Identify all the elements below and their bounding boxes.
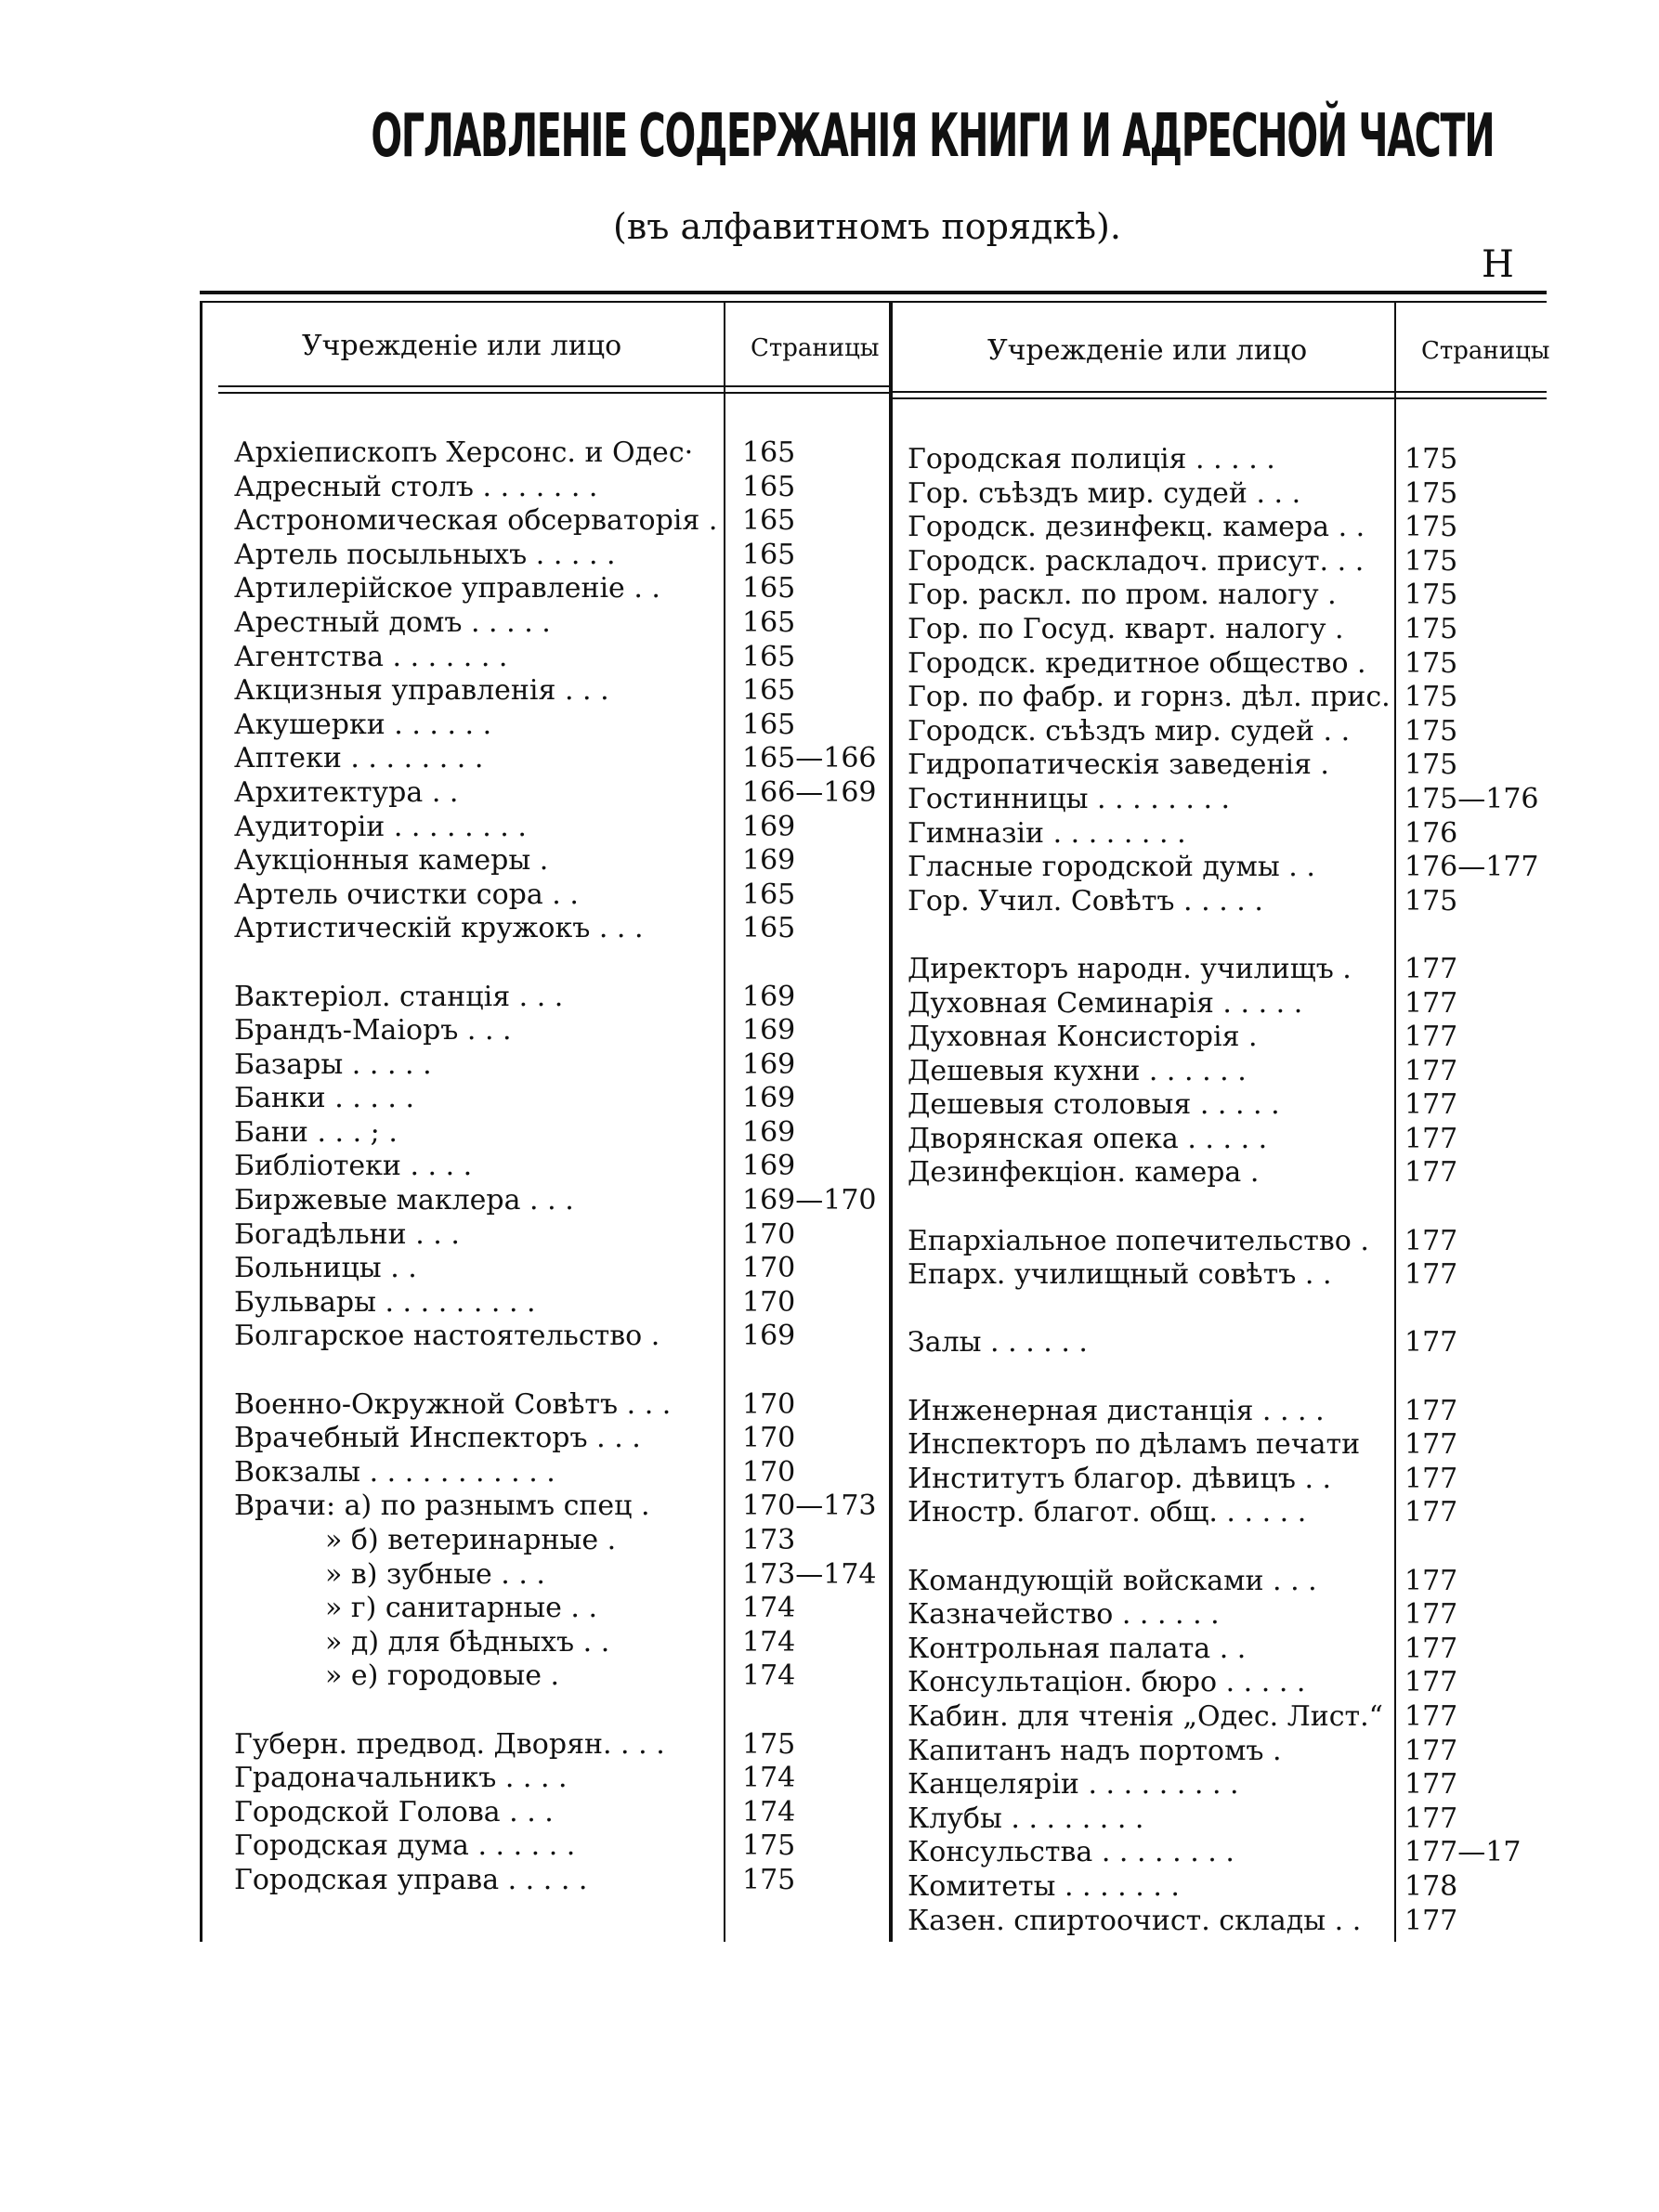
entry-pages: 177	[1404, 1699, 1458, 1733]
entry-pages: 175	[1404, 714, 1458, 748]
entry-pages: 165	[742, 538, 796, 571]
list-item	[908, 1565, 1548, 1599]
list-item	[234, 539, 884, 573]
entry-pages: 165	[742, 436, 796, 469]
list-item	[234, 1659, 884, 1694]
entry-name: Адресный столъ . . . . . . .	[234, 470, 598, 503]
entry-name: Гостинницы . . . . . . . .	[908, 782, 1231, 815]
list-item	[908, 545, 1548, 579]
list-item	[234, 1490, 884, 1524]
entry-name: Дешевыя кухни . . . . . .	[908, 1054, 1247, 1087]
entry-pages: 175	[1404, 579, 1458, 612]
entry-pages: 175	[742, 1829, 796, 1863]
entry-name: » д) для бѣдныхъ . .	[325, 1625, 610, 1659]
list-item	[908, 1598, 1548, 1633]
entry-pages: 175	[742, 1863, 796, 1896]
list-item	[234, 1082, 884, 1116]
list-item	[234, 981, 884, 1015]
entry-pages: 165	[742, 708, 796, 741]
entry-pages: 177	[1404, 1224, 1458, 1257]
entry-pages: 169	[742, 1115, 796, 1149]
entry-pages: 169	[742, 1082, 796, 1115]
entry-name: Биржевые маклера . . .	[234, 1184, 574, 1217]
entry-name: Комитеты . . . . . . .	[908, 1869, 1180, 1903]
entry-pages: 178	[1404, 1869, 1458, 1903]
entry-name: Городск. дезинфекц. камера . .	[908, 511, 1365, 544]
entry-pages: 177	[1404, 952, 1458, 985]
list-item	[908, 851, 1548, 885]
entry-name: Гласные городской думы . .	[908, 851, 1315, 884]
list-item	[234, 641, 884, 675]
entry-pages: 173	[742, 1524, 796, 1556]
entry-name: Консульства . . . . . . . .	[908, 1836, 1234, 1869]
entry-name: Инспекторъ по дѣламъ печати	[908, 1428, 1361, 1462]
list-item	[908, 1021, 1548, 1055]
list-spacer	[234, 946, 884, 981]
entry-name: Гор. Учил. Совѣтъ . . . . .	[908, 884, 1263, 917]
list-spacer	[908, 918, 1548, 953]
entry-name: Гимназіи . . . . . . . .	[908, 816, 1186, 850]
list-item	[908, 613, 1548, 647]
list-item	[908, 1802, 1548, 1837]
entry-name: Аудиторіи . . . . . . . .	[234, 810, 527, 843]
list-item	[234, 572, 884, 606]
list-item	[234, 674, 884, 709]
entry-name: Контрольная палата . .	[908, 1632, 1247, 1665]
list-item	[234, 709, 884, 743]
list-item	[234, 1626, 884, 1660]
entry-pages: 175	[1404, 612, 1458, 645]
center-divider	[889, 303, 893, 1942]
entry-pages: 165—166	[742, 742, 877, 775]
entry-pages: 177	[1404, 986, 1458, 1020]
right-pages-header: Страницы	[1421, 337, 1550, 365]
entry-pages: 175	[742, 1727, 796, 1761]
entry-name: Агентства . . . . . . .	[234, 640, 508, 673]
left-name-header: Учрежденіе или лицо	[302, 330, 622, 362]
entry-pages: 169	[742, 980, 796, 1013]
entry-name: Военно-Окружной Совѣтъ . . .	[234, 1387, 672, 1421]
list-item	[234, 606, 884, 641]
list-spacer	[908, 1191, 1548, 1225]
list-item	[234, 811, 884, 845]
entry-name: Дворянская опека . . . . .	[908, 1122, 1268, 1155]
list-item	[234, 878, 884, 913]
list-item	[908, 1156, 1548, 1191]
list-item	[908, 1395, 1548, 1429]
header-rule-right-1	[893, 391, 1547, 393]
list-item	[234, 1218, 884, 1253]
list-item	[908, 715, 1548, 749]
entry-pages: 165	[742, 640, 796, 673]
entry-name: Городск. кредитное общество .	[908, 646, 1366, 680]
list-item	[908, 443, 1548, 477]
list-spacer	[908, 1530, 1548, 1565]
entry-name: Больницы . .	[234, 1252, 417, 1285]
list-item	[234, 1864, 884, 1898]
entry-name: Духовная Консисторія .	[908, 1021, 1258, 1054]
list-item	[234, 1048, 884, 1083]
left-pages-header: Страницы	[751, 334, 880, 362]
list-item	[234, 436, 884, 471]
entry-pages: 169	[742, 1014, 796, 1047]
entry-name: Инженерная дистанція . . . .	[908, 1394, 1325, 1427]
entry-pages: 175	[1404, 443, 1458, 475]
entry-pages: 177	[1404, 1054, 1458, 1087]
entry-pages: 175	[1404, 511, 1458, 544]
entry-name: Директоръ народн. училищъ .	[908, 952, 1352, 985]
entry-name: Губерн. предвод. Дворян. . . .	[234, 1727, 665, 1761]
list-item	[234, 844, 884, 878]
entry-pages: 170—173	[742, 1490, 877, 1523]
entry-name: Базары . . . . .	[234, 1047, 432, 1081]
list-item	[234, 1116, 884, 1151]
list-item	[908, 1258, 1548, 1293]
entry-name: Командующій войсками . . .	[908, 1564, 1317, 1597]
entry-name: Брандъ-Маіоръ . . .	[234, 1014, 512, 1047]
entry-name: Арестный домъ . . . . .	[234, 605, 551, 639]
list-item	[234, 1829, 884, 1864]
list-item	[908, 1225, 1548, 1259]
list-item	[234, 912, 884, 946]
page-subtitle: (въ алфавитномъ порядкѣ).	[613, 206, 1121, 247]
entry-name: Институтъ благор. дѣвицъ . .	[908, 1462, 1332, 1495]
entry-pages: 165	[742, 674, 796, 708]
list-spacer	[908, 1293, 1548, 1327]
entry-pages: 177	[1404, 1258, 1458, 1292]
list-spacer	[234, 1694, 884, 1728]
list-item	[908, 817, 1548, 852]
list-item	[908, 1463, 1548, 1497]
table-left-border	[200, 303, 202, 1942]
entry-name: Гор. по Госуд. кварт. налогу .	[908, 612, 1344, 645]
list-item	[908, 987, 1548, 1021]
list-item	[908, 1768, 1548, 1802]
left-index-list	[234, 436, 884, 1898]
entry-pages: 175	[1404, 476, 1458, 510]
entry-name: Артилерійское управленіе . .	[234, 572, 660, 605]
entry-name: Вактеріол. станція . . .	[234, 980, 564, 1013]
entry-pages: 174	[742, 1762, 796, 1795]
list-item	[908, 477, 1548, 512]
entry-name: Дешевыя столовыя . . . . .	[908, 1088, 1280, 1122]
entry-name: Казен. спиртоочист. склады . .	[908, 1904, 1362, 1937]
entry-pages: 177	[1404, 1122, 1458, 1155]
section-letter: Н	[1482, 243, 1514, 286]
entry-name: Архитектура . .	[234, 775, 459, 809]
entry-pages: 177	[1404, 1156, 1458, 1190]
list-item	[234, 1252, 884, 1286]
entry-name: Городская дума . . . . . .	[234, 1829, 576, 1863]
entry-pages: 177	[1404, 1734, 1458, 1767]
entry-name: Городск. съѣздъ мир. судей . .	[908, 714, 1351, 748]
entry-name: Врачи: а) по разнымъ спец .	[234, 1490, 650, 1523]
entry-pages: 170	[742, 1217, 796, 1251]
entry-name: Банки . . . . .	[234, 1082, 415, 1115]
entry-pages: 174	[742, 1625, 796, 1659]
header-rule-left-1	[218, 385, 889, 387]
entry-pages: 177	[1404, 1564, 1458, 1597]
entry-name: Гор. по фабр. и горнз. дѣл. прис.	[908, 681, 1391, 714]
entry-name: Астрономическая обсерваторія .	[234, 504, 718, 538]
entry-name: Клубы . . . . . . . .	[908, 1802, 1144, 1835]
entry-pages: 169	[742, 1320, 796, 1353]
entry-pages: 165	[742, 572, 796, 605]
list-item	[234, 1456, 884, 1490]
entry-name: Артистическій кружокъ . . .	[234, 912, 644, 945]
entry-pages: 177	[1404, 1802, 1458, 1835]
list-item	[234, 776, 884, 811]
entry-pages: 175—176	[1404, 782, 1539, 815]
entry-pages: 175	[1404, 884, 1458, 917]
entry-pages: 177	[1404, 1666, 1458, 1699]
entry-name: Дезинфекціон. камера .	[908, 1156, 1260, 1190]
entry-name: Богадѣльни . . .	[234, 1217, 460, 1251]
entry-pages: 177	[1404, 1904, 1458, 1937]
entry-name: Кабин. для чтенія „Одес. Лист.“	[908, 1699, 1383, 1733]
list-item	[908, 1123, 1548, 1157]
entry-pages: 177	[1404, 1428, 1458, 1462]
entry-name: Капитанъ надъ портомъ .	[908, 1734, 1282, 1767]
header-rule-left-2	[218, 392, 889, 394]
entry-name: » б) ветеринарные .	[325, 1524, 617, 1556]
entry-pages: 177	[1404, 1768, 1458, 1802]
entry-pages: 175	[1404, 646, 1458, 680]
entry-name: » г) санитарные . .	[325, 1592, 597, 1625]
list-spacer	[234, 1354, 884, 1388]
entry-pages: 169—170	[742, 1184, 877, 1217]
right-index-list	[908, 443, 1548, 1938]
entry-pages: 177	[1404, 1598, 1458, 1632]
list-item	[234, 1388, 884, 1423]
list-item	[908, 748, 1548, 783]
entry-name: Городская управа . . . . .	[234, 1863, 588, 1896]
entry-name: Аптеки . . . . . . . .	[234, 742, 484, 775]
entry-pages: 177	[1404, 1632, 1458, 1665]
list-item	[908, 1496, 1548, 1530]
entry-pages: 169	[742, 810, 796, 843]
entry-pages: 170	[742, 1252, 796, 1285]
entry-name: Библіотеки . . . .	[234, 1150, 473, 1183]
entry-pages: 170	[742, 1455, 796, 1489]
entry-pages: 177	[1404, 1496, 1458, 1529]
list-item	[908, 783, 1548, 817]
entry-pages: 169	[742, 844, 796, 878]
entry-pages: 175	[1404, 681, 1458, 714]
entry-name: Градоначальникъ . . . .	[234, 1762, 568, 1795]
entry-name: » е) городовые .	[325, 1659, 560, 1693]
entry-pages: 175	[1404, 544, 1458, 578]
entry-name: Артель очистки сора . .	[234, 878, 579, 911]
list-item	[234, 1762, 884, 1796]
entry-pages: 165	[742, 470, 796, 503]
entry-pages: 176	[1404, 816, 1458, 850]
entry-name: Иностр. благот. общ. . . . . .	[908, 1496, 1307, 1529]
entry-name: Вокзалы . . . . . . . . . . .	[234, 1455, 555, 1489]
list-item	[234, 1184, 884, 1218]
top-rule-thin	[200, 301, 1547, 303]
list-item	[908, 1905, 1548, 1939]
entry-name: Бани . . . ; .	[234, 1115, 398, 1149]
entry-name: Бульвары . . . . . . . . .	[234, 1285, 536, 1319]
entry-name: Болгарское настоятельство .	[234, 1320, 660, 1353]
entry-name: » в) зубные . . .	[325, 1557, 545, 1591]
entry-name: Врачебный Инспекторъ . . .	[234, 1422, 641, 1455]
entry-pages: 173—174	[742, 1557, 877, 1591]
list-item	[234, 1728, 884, 1763]
list-item	[908, 1326, 1548, 1360]
list-item	[234, 1524, 884, 1558]
entry-pages: 177	[1404, 1021, 1458, 1054]
entry-pages: 165	[742, 878, 796, 911]
entry-pages: 169	[742, 1150, 796, 1183]
entry-name: Залы . . . . . .	[908, 1326, 1088, 1360]
entry-pages: 177	[1404, 1326, 1458, 1360]
list-item	[234, 1014, 884, 1048]
list-item	[908, 1428, 1548, 1463]
list-item	[908, 1666, 1548, 1700]
entry-pages: 174	[742, 1659, 796, 1693]
entry-name: Гор. съѣздъ мир. судей . . .	[908, 476, 1301, 510]
list-item	[908, 1836, 1548, 1870]
entry-name: Городская полиція . . . . .	[908, 443, 1275, 475]
list-item	[234, 742, 884, 776]
entry-name: Гидропатическія заведенія .	[908, 748, 1329, 782]
entry-name: Гор. раскл. по пром. налогу .	[908, 579, 1337, 612]
entry-name: Акушерки . . . . . .	[234, 708, 492, 741]
entry-pages: 177	[1404, 1462, 1458, 1495]
list-item	[234, 504, 884, 539]
entry-name: Аукціонныя камеры .	[234, 844, 549, 878]
entry-pages: 170	[742, 1387, 796, 1421]
entry-name: Городской Голова . . .	[234, 1795, 554, 1828]
list-item	[234, 471, 884, 505]
list-item	[908, 1735, 1548, 1769]
list-item	[234, 1150, 884, 1184]
entry-name: Архіепископъ Херсонс. и Одес·	[234, 436, 694, 469]
top-rule-thick	[200, 291, 1547, 294]
right-name-header: Учрежденіе или лицо	[987, 334, 1308, 367]
list-item	[908, 647, 1548, 682]
entry-pages: 166—169	[742, 775, 877, 809]
entry-pages: 174	[742, 1592, 796, 1625]
entry-pages: 165	[742, 504, 796, 538]
entry-pages: 175	[1404, 748, 1458, 782]
list-item	[234, 1422, 884, 1456]
entry-name: Духовная Семинарія . . . . .	[908, 986, 1303, 1020]
entry-name: Казначейство . . . . . .	[908, 1598, 1220, 1632]
list-item	[908, 953, 1548, 987]
list-spacer	[908, 1360, 1548, 1395]
page-title: ОГЛАВЛЕНІЕ СОДЕРЖАНІЯ КНИГИ И АДРЕСНОЙ ЧАСТИ	[371, 102, 1495, 171]
list-item	[908, 885, 1548, 919]
list-item	[234, 1320, 884, 1354]
list-item	[908, 1870, 1548, 1905]
entry-name: Артель посыльныхъ . . . . .	[234, 538, 616, 571]
entry-name: Акцизныя управленія . . .	[234, 674, 609, 708]
list-item	[234, 1558, 884, 1593]
list-item	[234, 1796, 884, 1830]
entry-pages: 174	[742, 1795, 796, 1828]
list-item	[908, 1088, 1548, 1123]
entry-name: Консультаціон. бюро . . . . .	[908, 1666, 1306, 1699]
entry-name: Епарх. училищный совѣтъ . .	[908, 1258, 1332, 1292]
entry-pages: 177—17	[1404, 1836, 1522, 1869]
list-item	[908, 681, 1548, 715]
entry-pages: 170	[742, 1285, 796, 1319]
entry-name: Канцеляріи . . . . . . . . .	[908, 1768, 1239, 1802]
entry-name: Городск. раскладоч. присут. . .	[908, 544, 1365, 578]
list-item	[908, 1700, 1548, 1735]
entry-pages: 169	[742, 1047, 796, 1081]
entry-pages: 176—177	[1404, 851, 1539, 884]
entry-pages: 170	[742, 1422, 796, 1455]
list-item	[908, 579, 1548, 613]
list-item	[234, 1286, 884, 1321]
list-item	[908, 1633, 1548, 1667]
entry-name: Епархіальное попечительство .	[908, 1224, 1369, 1257]
header-rule-right-2	[893, 397, 1547, 399]
list-item	[908, 1055, 1548, 1089]
list-item	[234, 1592, 884, 1626]
entry-pages: 177	[1404, 1088, 1458, 1122]
entry-pages: 165	[742, 912, 796, 945]
entry-pages: 165	[742, 605, 796, 639]
list-item	[908, 511, 1548, 545]
entry-pages: 177	[1404, 1394, 1458, 1427]
